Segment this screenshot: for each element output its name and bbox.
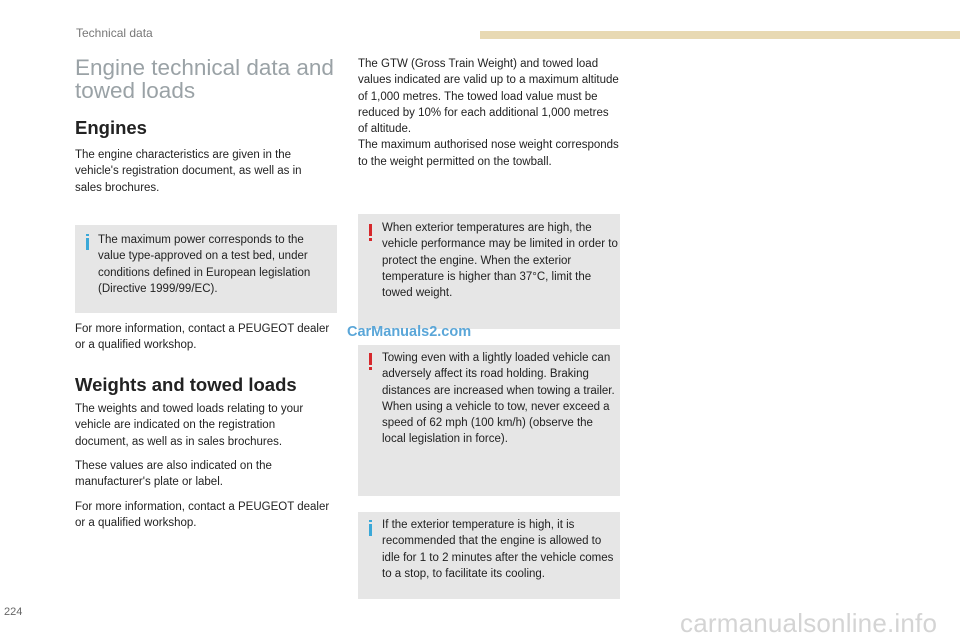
info-box-engine-power: [75, 225, 337, 313]
warning-text-towing: Towing even with a lightly loaded vehicle can adversely affect its road holding. Braking distances are increased when towing a trailer. When using a vehicle to tow, never exceed a speed of 62 mph (100 km/h) (observe the local legislation in force).: [382, 352, 615, 446]
weights-paragraph-3: For more information, contact a PEUGEOT dealer or a qualified workshop.: [75, 501, 330, 530]
weights-paragraph-1: The weights and towed loads relating to your vehicle are indicated on the registration document, as well as in sales brochures.: [75, 403, 304, 448]
engines-heading: Engines: [75, 117, 147, 138]
page-title: Engine technical data and towed loads: [75, 55, 334, 103]
engines-intro: The engine characteristics are given in the vehicle's registration document, as well as in sales brochures.: [75, 149, 302, 194]
warning-icon: [369, 353, 372, 365]
warning-box-towing: [358, 345, 620, 496]
warning-box-temperature: [358, 214, 620, 329]
info-text-cooling: If the exterior temperature is high, it is recommended that the engine is allowed to idle for 1 to 2 minutes after the vehicle comes to a stop, to facilitate its cooling.: [382, 519, 614, 580]
weights-heading: Weights and towed loads: [75, 374, 297, 395]
page-number: 224: [4, 606, 23, 618]
footer-watermark: carmanualsonline.info: [680, 608, 938, 638]
gtw-paragraph: The GTW (Gross Train Weight) and towed load values indicated are valid up to a maximum altitude of 1,000 metres. The towed load value must be reduced by 10% for each additional 1,000 metres of altitude. The maximum authorised nose weight corresponds to the weight permitted on the towball.: [358, 58, 619, 168]
engines-contact: For more information, contact a PEUGEOT dealer or a qualified workshop.: [75, 323, 330, 352]
section-bar: [480, 31, 960, 39]
info-text-engine-power: The maximum power corresponds to the value type-approved on a test bed, under conditions defined in European legislation (Directive 1999/99/EC).: [98, 234, 311, 295]
warning-text-temperature: When exterior temperatures are high, the vehicle performance may be limited in order to protect the engine. When the exterior temperature is higher than 37°C, limit the towed weight.: [382, 222, 618, 300]
info-icon: [86, 238, 89, 250]
section-label: Technical data: [76, 26, 153, 40]
watermark-link: CarManuals2.com: [347, 324, 472, 340]
weights-paragraph-2: These values are also indicated on the manufacturer's plate or label.: [75, 460, 272, 489]
info-icon: [369, 524, 372, 536]
warning-icon: [369, 224, 372, 236]
info-box-cooling: [358, 512, 620, 599]
